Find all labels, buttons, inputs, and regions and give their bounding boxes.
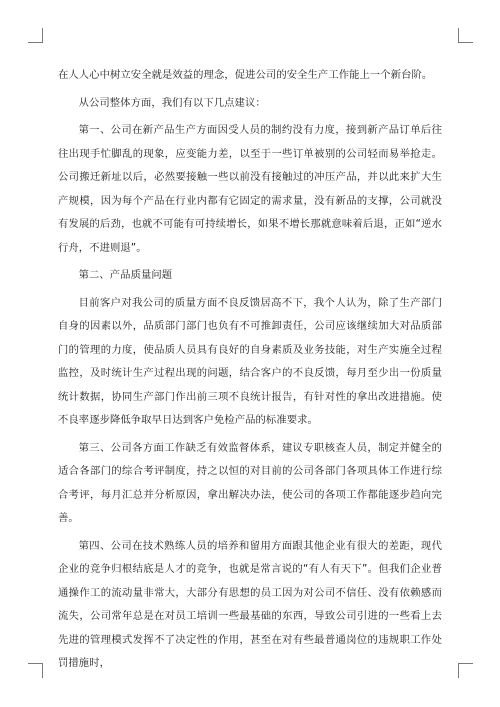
- crop-mark-top-left: [28, 28, 43, 43]
- document-body: [58, 64, 442, 680]
- paragraph-point-1: 第一、公司在新产品生产方面因受人员的制约没有力度，接到新产品订单后往往出现手忙脚乱的现象，应变能力差，以至于一些订单被别的公司轻而易举抢走。公司搬迁新址以后，必然要接触一些以前没有接触过的冲压产品，并以此来扩大生产规模，因为每个产品在行业内都有它固定的需求量，没有新品的支撑，公司就没有发展的后劲，也就不可能有可持续增长，如果不增长那就意味着后退，正如“逆水行舟，不进则退”。: [58, 124, 442, 254]
- paragraph-continuation: 在人人心中树立安全就是效益的理念，促进公司的安全生产工作能上一个新台阶。: [58, 69, 433, 81]
- crop-mark-top-right: [458, 28, 473, 43]
- paragraph-intro: 从公司整体方面，我们有以下几点建议：: [78, 96, 266, 109]
- crop-mark-bottom-right: [458, 663, 473, 678]
- crop-mark-bottom-left: [28, 663, 43, 678]
- paragraph-point-3: 第三、公司各方面工作缺乏有效监督体系，建议专职核查人员，制定并健全的适合各部门的综合考评制度，持之以恒的对目前的公司各部门各项具体工作进行综合考评，每月汇总并分析原因，拿出解决办法，使公司的各项工作都能逐步趋向完善。: [58, 441, 442, 524]
- paragraph-quality: 目前客户对我公司的质量方面不良反馈居高不下，我个人认为，除了生产部门自身的因素以外，品质部门部门也负有不可推卸责任，公司应该继续加大对品质部门的管理的力度，使品质人员具有良好的自身素质及业务技能，对生产实施全过程监控，及时统计生产过程出现的问题，结合客户的不良反馈，每月至少出一份质量统计数据，协同生产部门作出前三项不良统计报告，有针对性的拿出改进措施。使不良率逐步降低争取早日达到客户免检产品的标准要求。: [58, 296, 442, 426]
- paragraph-heading-2: 第二、产品质量问题: [78, 269, 173, 281]
- paragraph-point-4: 第四、公司在技术熟练人员的培养和留用方面跟其他企业有很大的差距，现代企业的竞争归根结底是人才的竞争，也就是常言说的“有人有天下”。但我们企业普通操作工的流动量非常大，大部分有思想的员工因为对公司不信任、没有依赖感而流失，公司常年总是在对员工培训一些最基础的东西，导致公司引进的一些看上去先进的管理模式发挥不了决定性的作用，甚至在对有些最普通岗位的违规职工作处罚措施时，: [58, 539, 442, 669]
